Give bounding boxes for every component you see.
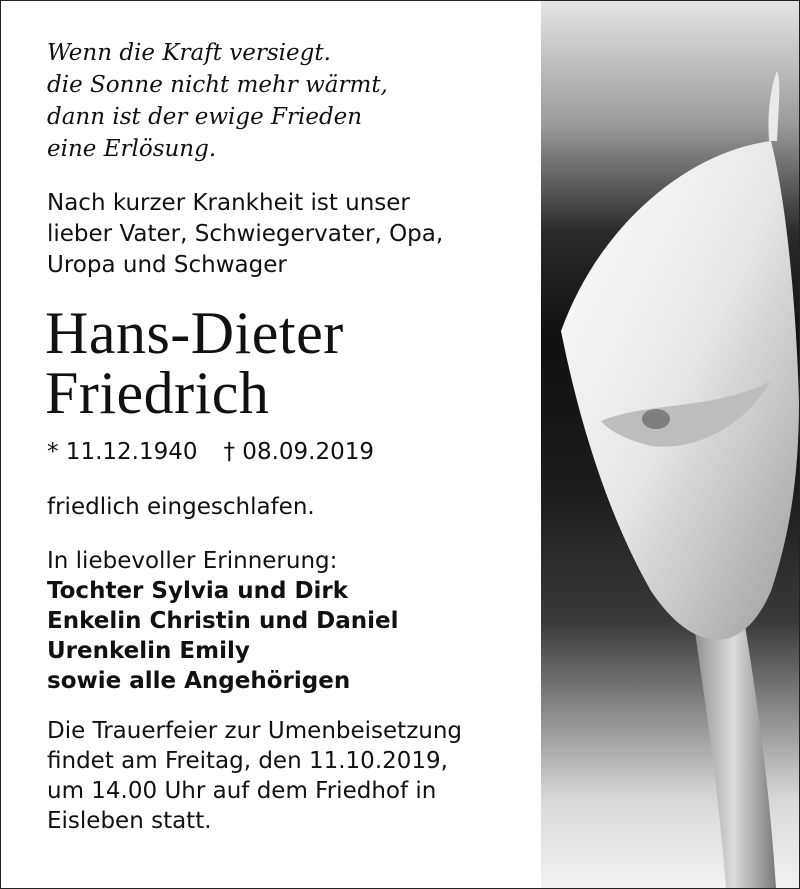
death-date: † 08.09.2019 bbox=[223, 439, 374, 465]
poem-line: die Sonne nicht mehr wärmt, bbox=[47, 72, 388, 98]
deceased-name bbox=[45, 300, 547, 426]
poem-line: eine Erlösung. bbox=[47, 136, 217, 162]
memorial-poem bbox=[47, 37, 547, 165]
mourner-line: Urenkelin Emily bbox=[47, 638, 250, 664]
service-line: Eisleben statt. bbox=[47, 808, 212, 834]
mourners-block bbox=[47, 546, 547, 696]
first-name: Hans-Dieter bbox=[45, 300, 344, 366]
remembrance-heading: In liebevoller Erinnerung: bbox=[47, 548, 338, 574]
intro-text bbox=[47, 188, 547, 281]
status-text: friedlich eingeschlafen. bbox=[47, 494, 315, 520]
poem-line: Wenn die Kraft versiegt. bbox=[47, 40, 331, 66]
service-line: um 14.00 Uhr auf dem Friedhof in bbox=[47, 778, 437, 804]
poem-line: dann ist der ewige Frieden bbox=[47, 104, 363, 130]
calla-lily-image bbox=[541, 1, 799, 888]
service-line: Die Trauerfeier zur Umenbeisetzung bbox=[47, 718, 463, 744]
mourner-line: Enkelin Christin und Daniel bbox=[47, 608, 399, 634]
birth-date: * 11.12.1940 bbox=[47, 439, 198, 465]
mourner-line: Tochter Sylvia und Dirk bbox=[47, 578, 349, 604]
notice-text bbox=[47, 37, 547, 836]
last-name: Friedrich bbox=[45, 360, 270, 426]
intro-line: Nach kurzer Krankheit ist unser bbox=[47, 190, 410, 216]
service-line: findet am Freitag, den 11.10.2019, bbox=[47, 748, 448, 774]
life-dates bbox=[47, 437, 547, 467]
service-info bbox=[47, 716, 547, 836]
intro-line: lieber Vater, Schwiegervater, Opa, bbox=[47, 221, 444, 247]
calla-lily-illustration bbox=[541, 1, 799, 888]
intro-line: Uropa und Schwager bbox=[47, 252, 287, 278]
mourner-line: sowie alle Angehörigen bbox=[47, 668, 351, 694]
